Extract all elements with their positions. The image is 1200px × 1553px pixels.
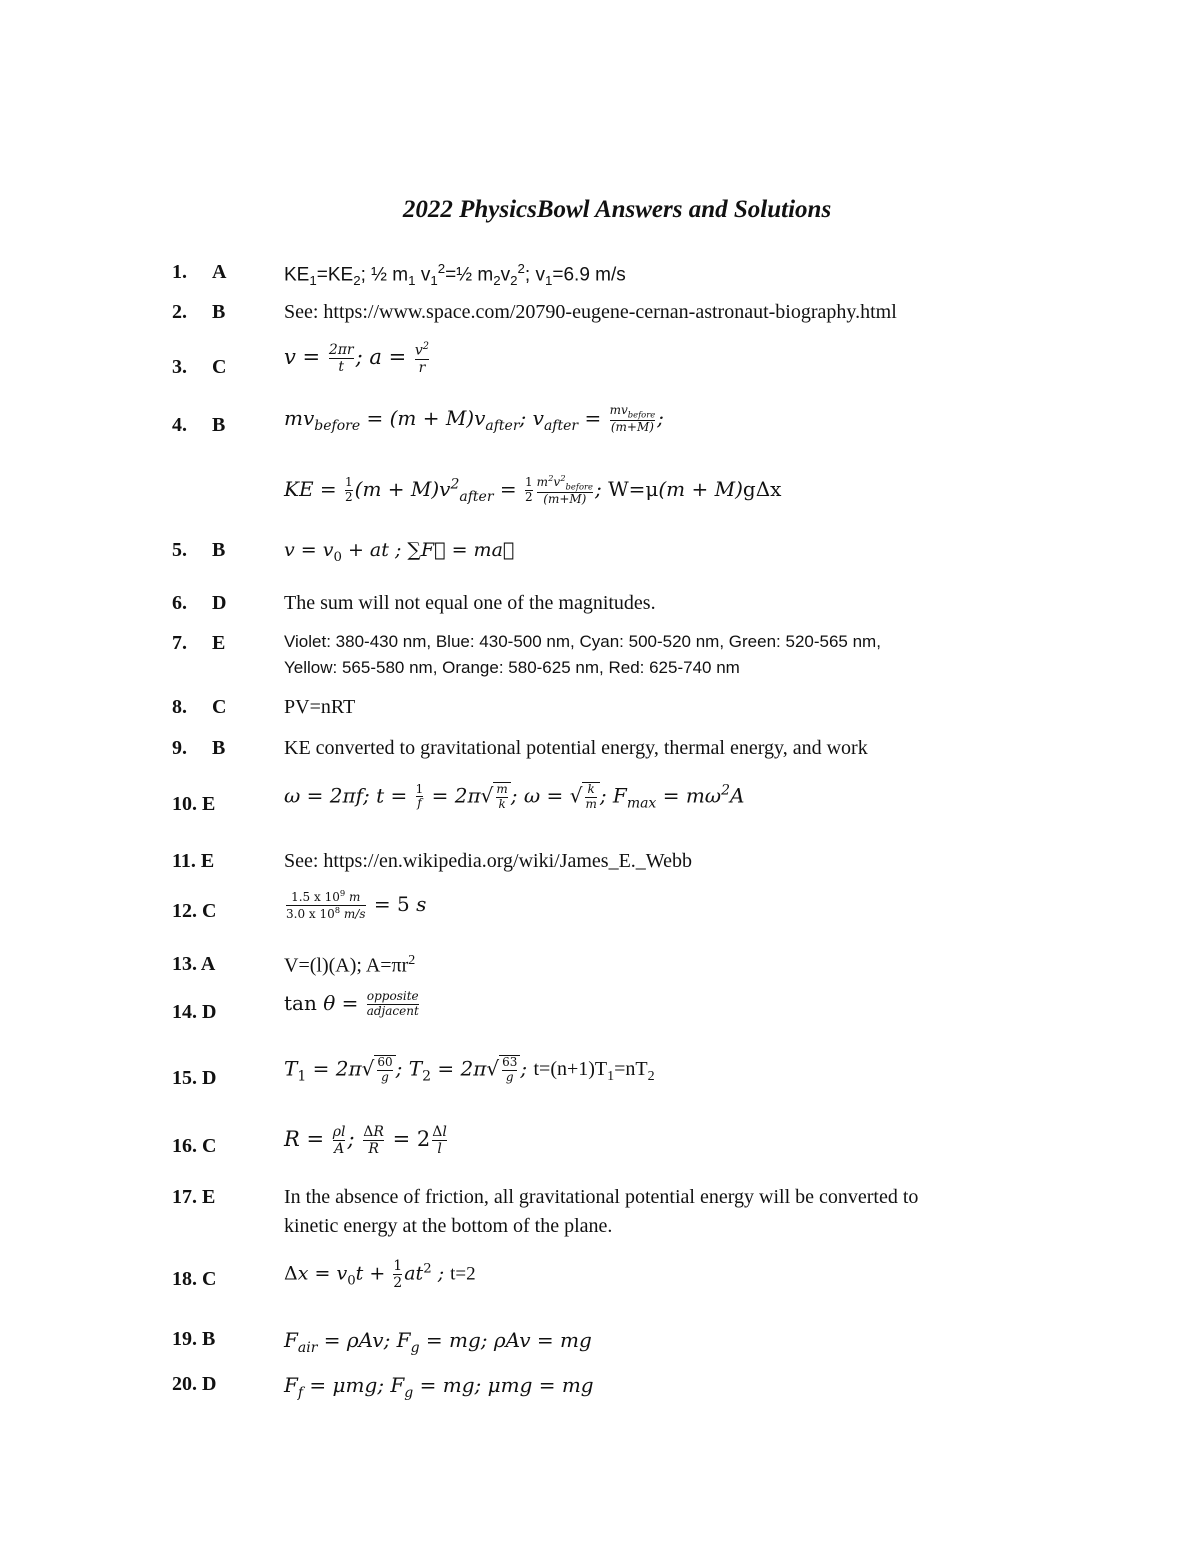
solution: $KE_1=KE_2$; ½ $m_1$ $v_1^2=\frac{1}{2}$ $m_2v_2^2$; $v_1=6.9$ m/s [284,261,626,289]
solution: ω = 2πf; t = $\frac{1}{f}$ = 2π√ $\frac{m}{k}$ ; ω = √ $\frac{k}{m}$ ; $F_{max} = m\omega^2A$ [284,781,745,812]
solution: Yellow: 565-580 nm, Orange: 580-625 nm, Red: 625-740 nm [284,658,740,677]
question-number: 12. C [172,900,217,922]
answer-letter: D [212,592,227,614]
solution: Violet: 380-430 nm, Blue: 430-500 nm, Cyan: 500-520 nm, Green: 520-565 nm, [284,632,881,651]
solution: $\Delta x = v_0t$ + $\frac{1}{2}$ $at^2$ ; t=2 [284,1258,476,1292]
answer-letter: B [212,414,226,436]
solution: $mv_{before} = (m + M)v_{after}$; $v_{after}$ = $\frac{mv_{before}}{(m+M)}$ ; [284,403,664,435]
solution: $v = v_0$ + at ; ∑F⃗ = ma⃗ [284,539,515,565]
question-number: 3. [172,356,187,378]
question-number: 2. [172,301,187,323]
answer-letter: B [212,539,226,561]
solution: See: https://en.wikipedia.org/wiki/James_E._Webb [284,850,692,872]
solution: $F_f = \mu mg$; $F_g$ = mg; μmg = mg [284,1373,594,1401]
answer-letter: C [212,356,227,378]
solution: In the absence of friction, all gravitational potential energy will be converted to [284,1186,919,1208]
question-number: 4. [172,414,187,436]
question-number: 16. C [172,1135,217,1157]
answer-letter: C [212,696,227,718]
question-number: 1. [172,261,187,283]
question-number: 7. [172,632,187,654]
question-number: 9. [172,737,187,759]
answer-letter: E [212,632,226,654]
question-number: 15. D [172,1067,217,1089]
solution: KE = $\frac{1}{2}$ $(m + M)v^2_{after}$ = $\frac{1}{2}$ $\frac{m^2v^2_{before}}{(m+M)}$ ; W=μ(m + M)gΔx [284,473,782,507]
solution: The sum will not equal one of the magnitudes. [284,592,656,614]
solution: tan θ = $\frac{\text{opposite}}{\text{adjacent}}$ [284,989,419,1018]
solution: $F_{air} = \rho Av$; $F_g$ = mg; ρAv = mg [284,1328,592,1356]
page-title: 2022 PhysicsBowl Answers and Solutions [402,196,832,223]
question-number: 13. A [172,953,216,975]
question-number: 17. E [172,1186,216,1208]
solution: kinetic energy at the bottom of the plane. [284,1215,613,1237]
solution: See: https://www.space.com/20790-eugene-cernan-astronaut-biography.html [284,301,897,323]
question-number: 5. [172,539,187,561]
answer-letter: B [212,737,226,759]
solution: R = $\frac{\rho l}{A}$ ; $\frac{\Delta R}{R}$ = 2 $\frac{\Delta l}{l}$ [284,1124,447,1158]
question-number: 8. [172,696,187,718]
question-number: 11. E [172,850,215,872]
solution: PV=nRT [284,696,356,718]
question-number: 14. D [172,1001,217,1023]
question-number: 19. B [172,1328,216,1350]
question-number: 6. [172,592,187,614]
solution: $\frac{1.5 x 10^9 m}{3.0 x 10^8 m/s}$ = 5 s [286,888,427,921]
question-number: 10. E [172,793,216,815]
question-number: 18. C [172,1268,217,1290]
question-number: 20. D [172,1373,217,1395]
answer-letter: B [212,301,226,323]
answer-letter: A [212,261,227,283]
solution: V=(l)(A); $A=\pi r^2$ [284,953,416,977]
solution: $T_1 = 2\pi√$ $\frac{60}{g}$ ; $T_2 = 2\pi√$ $\frac{63}{g}$ ; $t=(n+1)T_1=nT_2$ [284,1055,655,1085]
solution: v = $\frac{2\pi r}{t}$ ; a = $\frac{v^2}{r}$ [284,341,429,376]
solution: KE converted to gravitational potential energy, thermal energy, and work [284,737,868,759]
